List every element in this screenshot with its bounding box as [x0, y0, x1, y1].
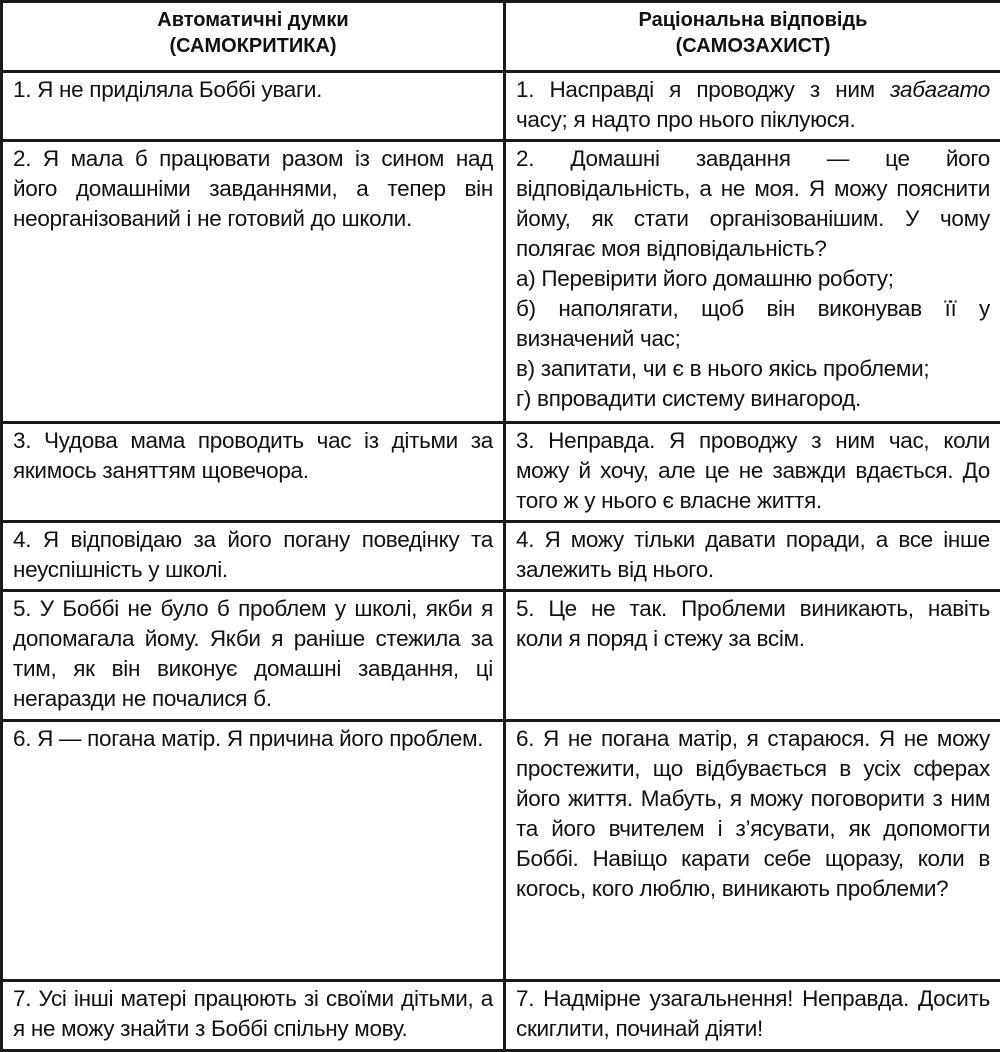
response-cell — [505, 423, 1000, 522]
thought-cell — [2, 522, 505, 591]
thought-cell — [2, 423, 505, 522]
thought-text: 3. Чудова мама проводить час із дітьми за якимось заняттям щовечора. — [13, 426, 493, 486]
response-text: 6. Я не погана матір, я стараюся. Я не можу простежити, що відбувається в усіх сферах його життя. Мабуть, я можу поговорити з ним та його вчителем і з’ясувати, як допомогти Боббі. Навіщо карати себе щоразу, коли в когось, кого люблю, виникають проблеми? — [516, 724, 990, 904]
thought-cell — [2, 721, 505, 981]
response-list-item: а) Перевірити його домашню роботу; — [516, 264, 990, 294]
header-right-subtitle: (САМОЗАХИСТ) — [514, 33, 992, 59]
thought-cell — [2, 72, 505, 141]
thought-text: 2. Я мала б працювати разом із сином над його домашніми завданнями, а тепер він неорганізований і не готовий до школи. — [13, 144, 493, 234]
table-row — [2, 522, 1000, 591]
header-left-title: Автоматичні думки — [11, 7, 495, 33]
response-list-item: г) впровадити систему винагород. — [516, 384, 990, 414]
table-row — [2, 423, 1000, 522]
response-list-item: б) наполягати, щоб він виконував її у визначений час; — [516, 294, 990, 354]
table-row — [2, 141, 1000, 423]
response-text — [516, 75, 990, 135]
response-cell — [505, 72, 1000, 141]
response-cell — [505, 721, 1000, 981]
header-automatic-thoughts — [2, 2, 505, 72]
response-cell — [505, 141, 1000, 423]
thought-text: 7. Усі інші матері працюють зі своїми дітьми, а я не можу знайти з Боббі спільну мову. — [13, 984, 493, 1044]
response-cell — [505, 591, 1000, 721]
response-text: 7. Надмірне узагальнення! Неправда. Досить скиглити, починай діяти! — [516, 984, 990, 1044]
response-emphasis: забагато — [890, 77, 990, 102]
thought-cell — [2, 591, 505, 721]
table-row — [2, 591, 1000, 721]
header-right-title: Раціональна відповідь — [514, 7, 992, 33]
response-list-item: в) запитати, чи є в нього якісь проблеми; — [516, 354, 990, 384]
header-rational-response — [505, 2, 1000, 72]
header-left-subtitle: (САМОКРИТИКА) — [11, 33, 495, 59]
response-text: 5. Це не так. Проблеми виникають, навіть коли я поряд і стежу за всім. — [516, 594, 990, 654]
response-cell — [505, 522, 1000, 591]
table-row — [2, 721, 1000, 981]
thought-cell — [2, 141, 505, 423]
thought-text: 6. Я — погана матір. Я причина його проблем. — [13, 724, 493, 754]
thought-cell — [2, 981, 505, 1051]
response-text: 2. Домашні завдання — це його відповідальність, а не моя. Я можу пояснити йому, як стати організованішим. У чому полягає моя відповідальність? — [516, 144, 990, 264]
response-text: 4. Я можу тільки давати поради, а все інше залежить від нього. — [516, 525, 990, 585]
response-cell — [505, 981, 1000, 1051]
thought-text: 4. Я відповідаю за його погану поведінку та неуспішність у школі. — [13, 525, 493, 585]
table-row — [2, 981, 1000, 1051]
table-row — [2, 72, 1000, 141]
response-text-start: 1. Насправді я проводжу з ним — [516, 77, 890, 102]
thought-text: 1. Я не приділяла Боббі уваги. — [13, 75, 493, 105]
response-text-end: часу; я надто про нього піклуюся. — [516, 107, 855, 132]
header-row — [2, 2, 1000, 72]
response-text: 3. Неправда. Я проводжу з ним час, коли можу й хочу, але це не завжди вдається. До того ж у нього є власне життя. — [516, 426, 990, 516]
thought-text: 5. У Боббі не було б проблем у школі, якби я допомагала йому. Якби я раніше стежила за тим, як він виконує домашні завдання, ці негаразди не почалися б. — [13, 594, 493, 714]
